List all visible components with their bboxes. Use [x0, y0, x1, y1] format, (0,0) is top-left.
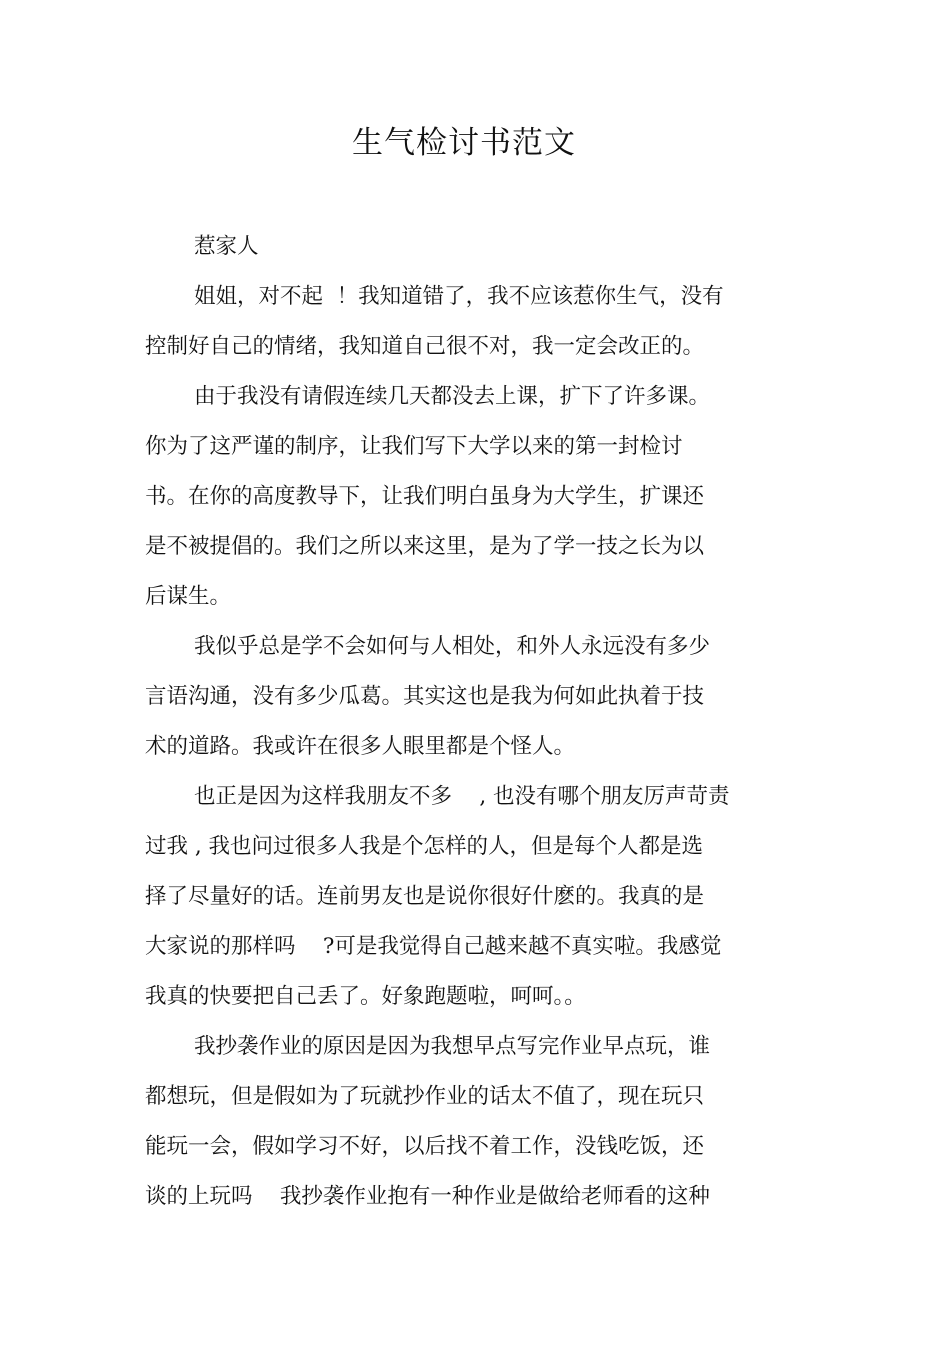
body-line: 术的道路。我或许在很多人眼里都是个怪人。 [145, 734, 576, 759]
body-line: 后谋生。 [145, 584, 232, 609]
body-line: 也正是因为这样我朋友不多 , 也没有哪个朋友厉声苛责 [194, 784, 730, 809]
body-line: 我似乎总是学不会如何与人相处，和外人永远没有多少 [194, 634, 711, 659]
body-line: 姐姐，对不起 ！我知道错了，我不应该惹你生气，没有 [194, 284, 724, 309]
body-line: 由于我没有请假连续几天都没去上课，扩下了许多课。 [194, 384, 711, 409]
body-line: 我真的快要把自己丢了。好象跑题啦，呵呵。。 [145, 984, 586, 1009]
body-line: 是不被提倡的。我们之所以来这里，是为了学一技之长为以 [145, 534, 705, 559]
body-line: 惹家人 [194, 234, 259, 259]
body-line: 过我 , 我也问过很多人我是个怎样的人，但是每个人都是选 [145, 834, 704, 859]
body-line: 能玩一会，假如学习不好，以后找不着工作，没钱吃饭，还 [145, 1134, 705, 1159]
body-line: 都想玩，但是假如为了玩就抄作业的话太不值了，现在玩只 [145, 1084, 705, 1109]
body-line: 我抄袭作业的原因是因为我想早点写完作业早点玩，谁 [194, 1034, 711, 1059]
body-line: 控制好自己的情绪，我知道自己很不对，我一定会改正的。 [145, 334, 705, 359]
body-line: 大家说的那样吗 ?可是我觉得自己越来越不真实啦。我感觉 [145, 934, 722, 959]
body-line: 择了尽量好的话。连前男友也是说你很好什麽的。我真的是 [145, 884, 705, 909]
body-line: 书。在你的高度教导下，让我们明白虽身为大学生，扩课还 [145, 484, 705, 509]
body-line: 你为了这严谨的制序，让我们写下大学以来的第一封检讨 [145, 434, 683, 459]
body-line: 谈的上玩吗 我抄袭作业抱有一种作业是做给老师看的这种 [145, 1184, 710, 1209]
body-line: 言语沟通，没有多少瓜葛。其实这也是我为何如此执着于技 [145, 684, 705, 709]
document-body [145, 222, 805, 1222]
document-title: 生气检讨书范文 [352, 125, 576, 161]
